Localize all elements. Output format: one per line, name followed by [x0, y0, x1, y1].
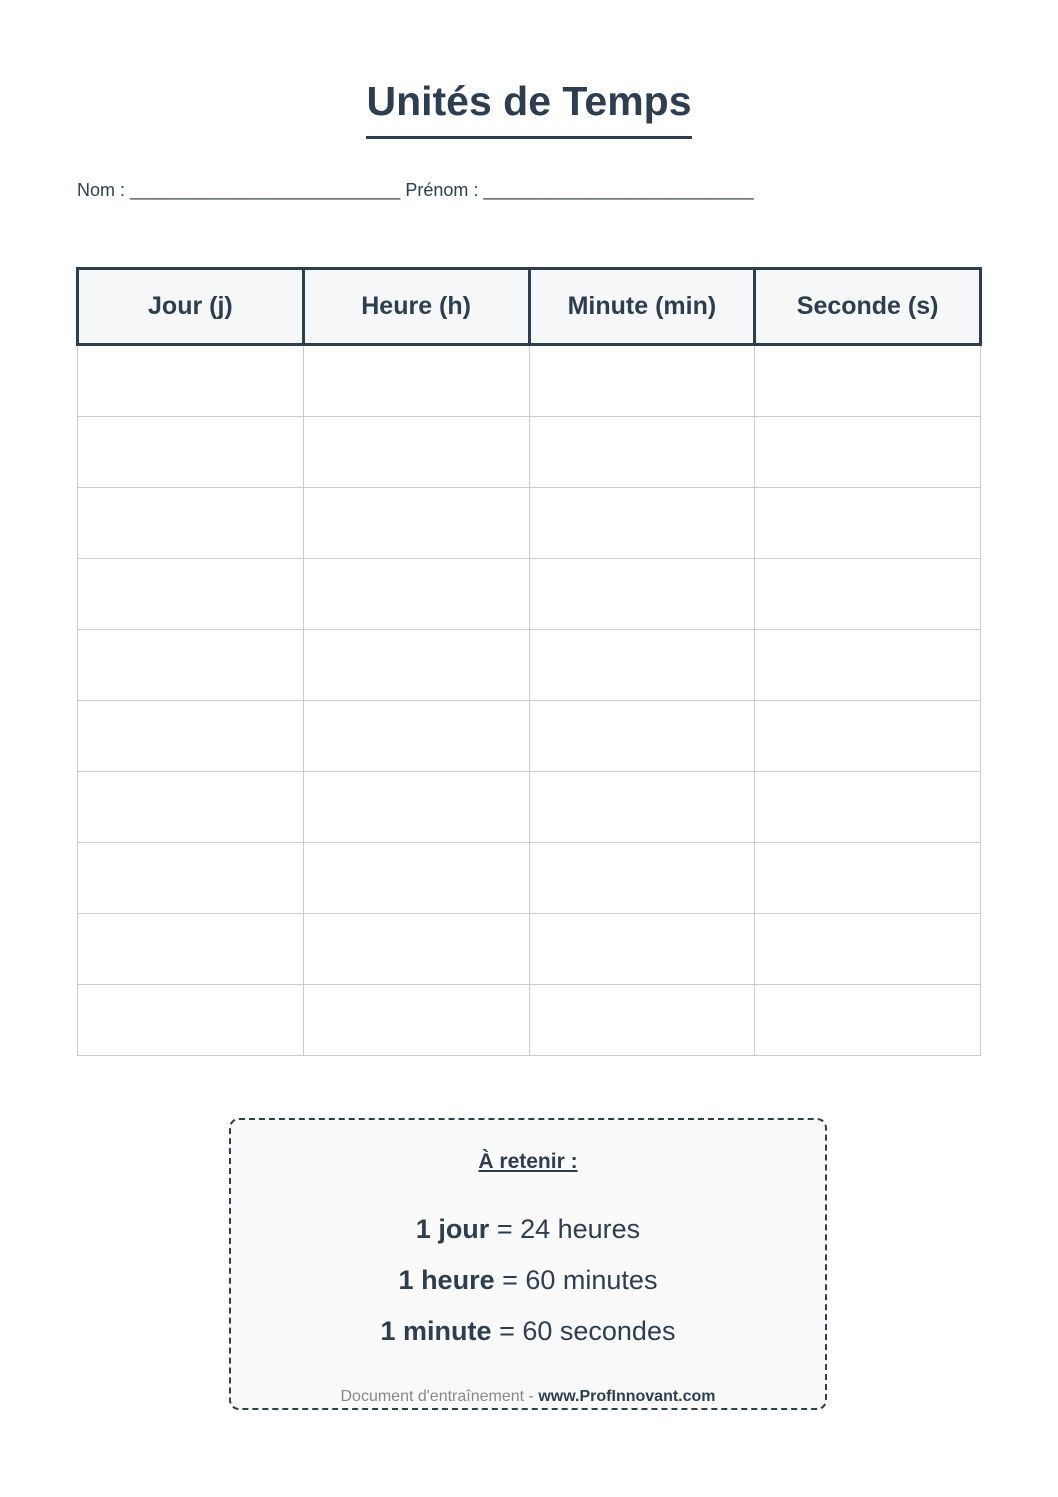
header-jour: Jour (j) [78, 269, 304, 345]
conversion-table [76, 267, 982, 1056]
table-cell[interactable] [529, 914, 755, 985]
prenom-blank[interactable]: ___________________________ [483, 180, 754, 200]
nom-blank[interactable]: ___________________________ [130, 180, 401, 200]
table-cell[interactable] [529, 985, 755, 1056]
fact-heure-bold: 1 heure [398, 1265, 495, 1295]
fact-minute [231, 1316, 825, 1347]
table-cell[interactable] [529, 559, 755, 630]
table-cell[interactable] [529, 701, 755, 772]
fact-heure-rest: = 60 minutes [502, 1265, 658, 1295]
table-cell[interactable] [303, 417, 529, 488]
table-cell[interactable] [303, 843, 529, 914]
table-cell[interactable] [529, 417, 755, 488]
table-cell[interactable] [78, 488, 304, 559]
table-cell[interactable] [529, 345, 755, 417]
table-row [78, 345, 981, 417]
table-row [78, 630, 981, 701]
table-row [78, 488, 981, 559]
table-cell[interactable] [303, 914, 529, 985]
table-cell[interactable] [529, 843, 755, 914]
page-title-wrap [0, 76, 1058, 139]
table-cell[interactable] [303, 559, 529, 630]
table-cell[interactable] [529, 488, 755, 559]
table-cell[interactable] [755, 985, 981, 1056]
table-cell[interactable] [78, 772, 304, 843]
table-cell[interactable] [78, 559, 304, 630]
table-cell[interactable] [755, 345, 981, 417]
table-cell[interactable] [755, 559, 981, 630]
table-row [78, 417, 981, 488]
prenom-label: Prénom : [405, 180, 479, 200]
table-cell[interactable] [755, 417, 981, 488]
table-cell[interactable] [303, 345, 529, 417]
table-cell[interactable] [78, 914, 304, 985]
table-row [78, 985, 981, 1056]
table-cell[interactable] [303, 488, 529, 559]
table-cell[interactable] [755, 488, 981, 559]
nom-label: Nom : [77, 180, 126, 200]
fact-jour [231, 1214, 825, 1245]
table-cell[interactable] [78, 701, 304, 772]
table-row [78, 559, 981, 630]
table-row [78, 701, 981, 772]
fact-minute-bold: 1 minute [380, 1316, 492, 1346]
table-cell[interactable] [755, 843, 981, 914]
fact-heure [231, 1265, 825, 1296]
footer-text: Document d'entraînement - [340, 1388, 534, 1405]
table-cell[interactable] [78, 985, 304, 1056]
header-heure: Heure (h) [303, 269, 529, 345]
fact-minute-rest: = 60 secondes [499, 1316, 676, 1346]
table-cell[interactable] [78, 843, 304, 914]
retenir-title: À retenir : [478, 1150, 578, 1173]
header-seconde: Seconde (s) [755, 269, 981, 345]
table-cell[interactable] [755, 772, 981, 843]
table-cell[interactable] [529, 630, 755, 701]
table-cell[interactable] [303, 701, 529, 772]
table-body [78, 345, 981, 1056]
fact-jour-rest: = 24 heures [496, 1214, 641, 1244]
table-cell[interactable] [529, 772, 755, 843]
table-cell[interactable] [755, 630, 981, 701]
table-row [78, 914, 981, 985]
footer-site: www.ProfInnovant.com [538, 1388, 716, 1405]
fact-jour-bold: 1 jour [415, 1214, 490, 1244]
footer [231, 1388, 825, 1406]
table-cell[interactable] [303, 772, 529, 843]
table-row [78, 772, 981, 843]
header-minute: Minute (min) [529, 269, 755, 345]
retenir-box [229, 1118, 827, 1410]
table-cell[interactable] [755, 701, 981, 772]
table-cell[interactable] [303, 985, 529, 1056]
table-row [78, 843, 981, 914]
table-cell[interactable] [755, 914, 981, 985]
name-fields [77, 180, 754, 201]
table-cell[interactable] [78, 417, 304, 488]
table-cell[interactable] [78, 630, 304, 701]
table-cell[interactable] [78, 345, 304, 417]
page-title: Unités de Temps [366, 76, 691, 139]
table-cell[interactable] [303, 630, 529, 701]
table-header-row [78, 269, 981, 345]
